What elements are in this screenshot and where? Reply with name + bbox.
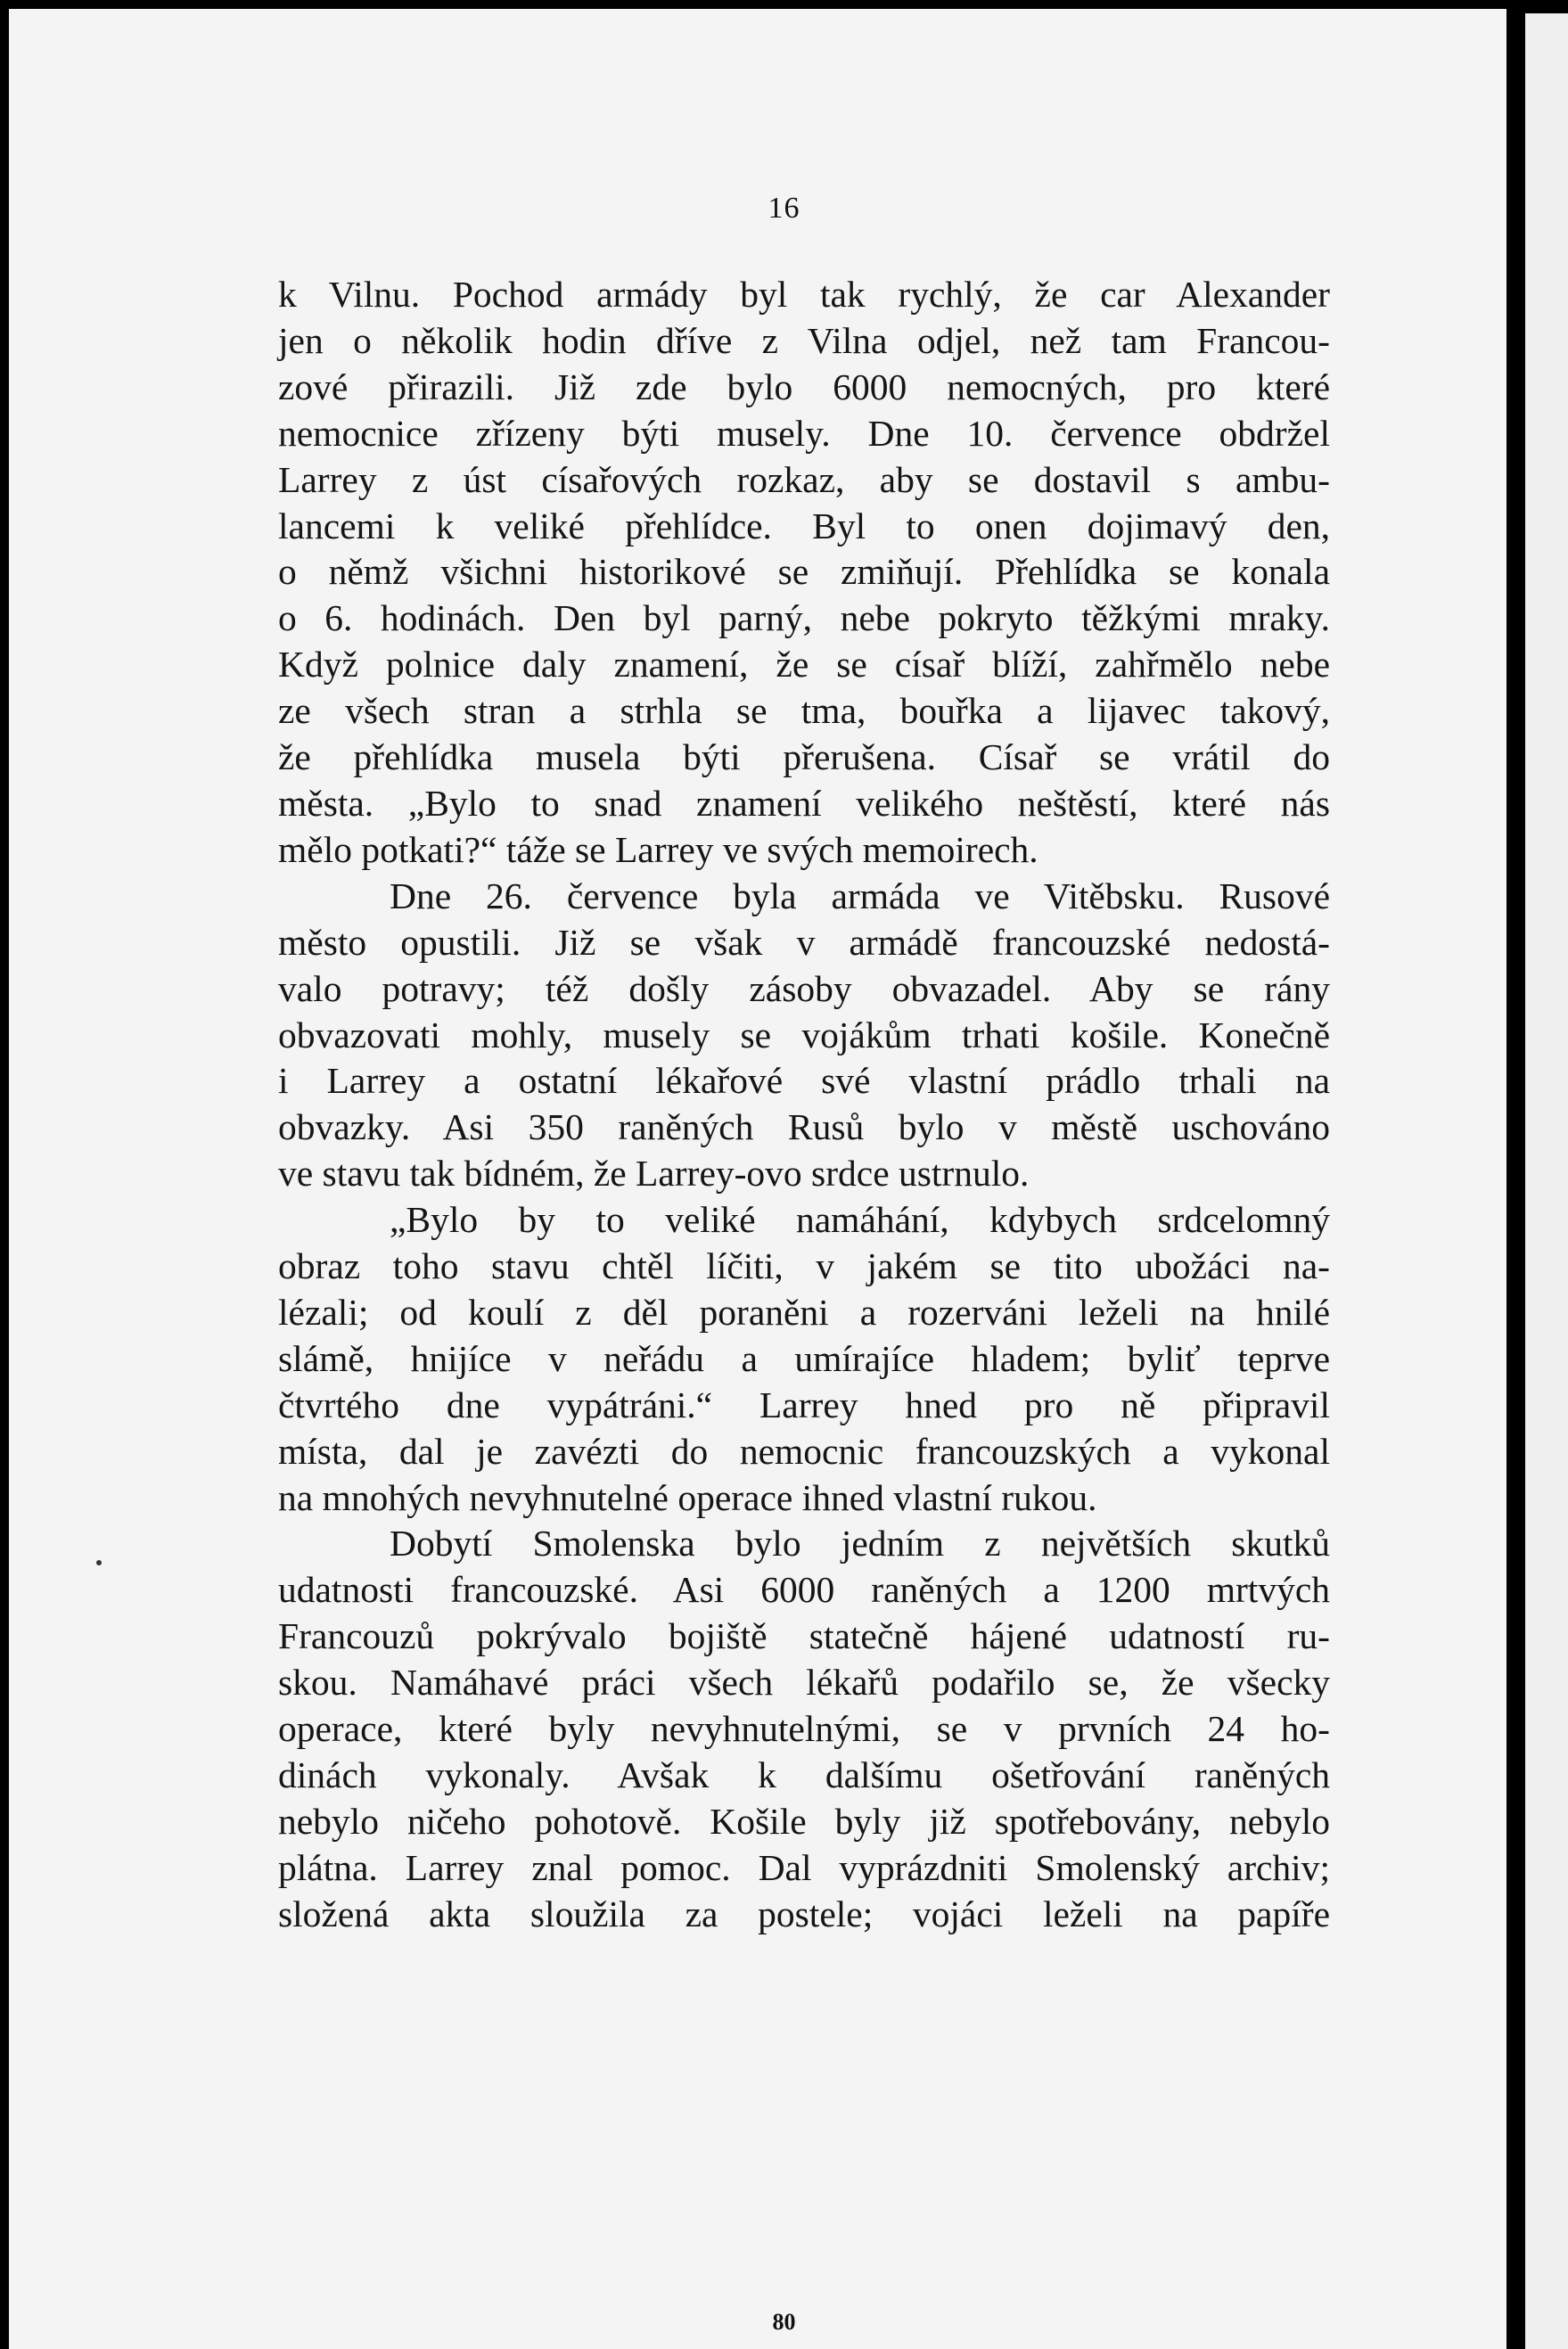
text-line: město opustili. Již se však v armádě francouzské nedostá- [278, 921, 1330, 963]
margin-mark [96, 1560, 102, 1565]
text-line: Když polnice daly znamení, že se císař blíží, zahřmělo nebe [278, 644, 1330, 686]
text-line: i Larrey a ostatní lékařové své vlastní prádlo trhali na [278, 1060, 1330, 1102]
text-line: valo potravy; též došly zásoby obvazadel. Aby se rány [278, 967, 1330, 1009]
page-number: 16 [768, 192, 800, 225]
text-line: Dne 26. července byla armáda ve Vitěbsku. Rusové [390, 875, 1330, 916]
text-line: skou. Namáhavé práci všech lékařů podařilo se, že všecky [278, 1662, 1330, 1704]
text-line: plátna. Larrey znal pomoc. Dal vyprázdniti Smolenský archiv; [278, 1846, 1330, 1888]
text-line: Dobytí Smolenska bylo jedním z největších skutků [390, 1523, 1330, 1565]
text-line: nebylo ničeho pohotově. Košile byly již spotřebovány, nebylo [278, 1800, 1330, 1842]
text-line: jen o několik hodin dříve z Vilna odjel, než tam Francou- [278, 319, 1330, 361]
text-line: Francouzů pokrývalo bojiště statečně hájené udatností ru- [278, 1615, 1330, 1657]
scan-border-top [0, 0, 1568, 9]
text-line: lancemi k veliké přehlídce. Byl to onen dojimavý den, [278, 505, 1330, 546]
text-line: Larrey z úst císařových rozkaz, aby se dostavil s ambu- [278, 458, 1330, 500]
text-line: k Vilnu. Pochod armády byl tak rychlý, že car Alexander [278, 274, 1330, 315]
text-line: udatnosti francouzské. Asi 6000 raněných a 1200 mrtvých [278, 1569, 1330, 1611]
text-line: „Bylo by to veliké namáhání, kdybych srdcelomný [390, 1199, 1330, 1241]
text-line: čtvrtého dne vypátráni.“ Larrey hned pro ně připravil [278, 1384, 1330, 1425]
footer-number: 80 [772, 2309, 796, 2335]
text-line: obraz toho stavu chtěl líčiti, v jakém se tito ubožáci na- [278, 1245, 1330, 1287]
text-line: lézali; od koulí z děl poraněni a rozerváni leželi na hnilé [278, 1291, 1330, 1333]
text-line: místa, dal je zavézti do nemocnic francouzských a vykonal [278, 1430, 1330, 1472]
text-line: ze všech stran a strhla se tma, bouřka a lijavec takový, [278, 690, 1330, 732]
text-line: dinách vykonaly. Avšak k dalšímu ošetřování raněných [278, 1754, 1330, 1795]
text-line: ve stavu tak bídném, že Larrey-ovo srdce ustrnulo. [278, 1153, 1030, 1195]
text-line: mělo potkati?“ táže se Larrey ve svých memoirech. [278, 828, 1038, 870]
text-line: na mnohých nevyhnutelné operace ihned vlastní rukou. [278, 1476, 1097, 1518]
text-line: města. „Bylo to snad znamení velikého neštěstí, které nás [278, 782, 1330, 824]
text-line: o němž všichni historikové se zmiňují. Přehlídka se konala [278, 551, 1330, 593]
body-text [278, 272, 1330, 1938]
text-line: nemocnice zřízeny býti musely. Dne 10. července obdržel [278, 412, 1330, 454]
text-line: že přehlídka musela býti přerušena. Císař se vrátil do [278, 736, 1330, 778]
text-line: operace, které byly nevyhnutelnými, se v prvních 24 ho- [278, 1708, 1330, 1750]
adjacent-page-edge [1520, 13, 1568, 2349]
text-line: slámě, hnijíce v neřádu a umírajíce hladem; byliť teprve [278, 1337, 1330, 1379]
text-line: o 6. hodinách. Den byl parný, nebe pokryto těžkými mraky. [278, 597, 1330, 639]
text-line: složená akta sloužila za postele; vojáci leželi na papíře [278, 1893, 1330, 1934]
text-line: obvazovati mohly, musely se vojákům trhati košile. Konečně [278, 1014, 1330, 1055]
text-line: zové přirazili. Již zde bylo 6000 nemocných, pro které [278, 365, 1330, 407]
text-line: obvazky. Asi 350 raněných Rusů bylo v městě uschováno [278, 1106, 1330, 1148]
